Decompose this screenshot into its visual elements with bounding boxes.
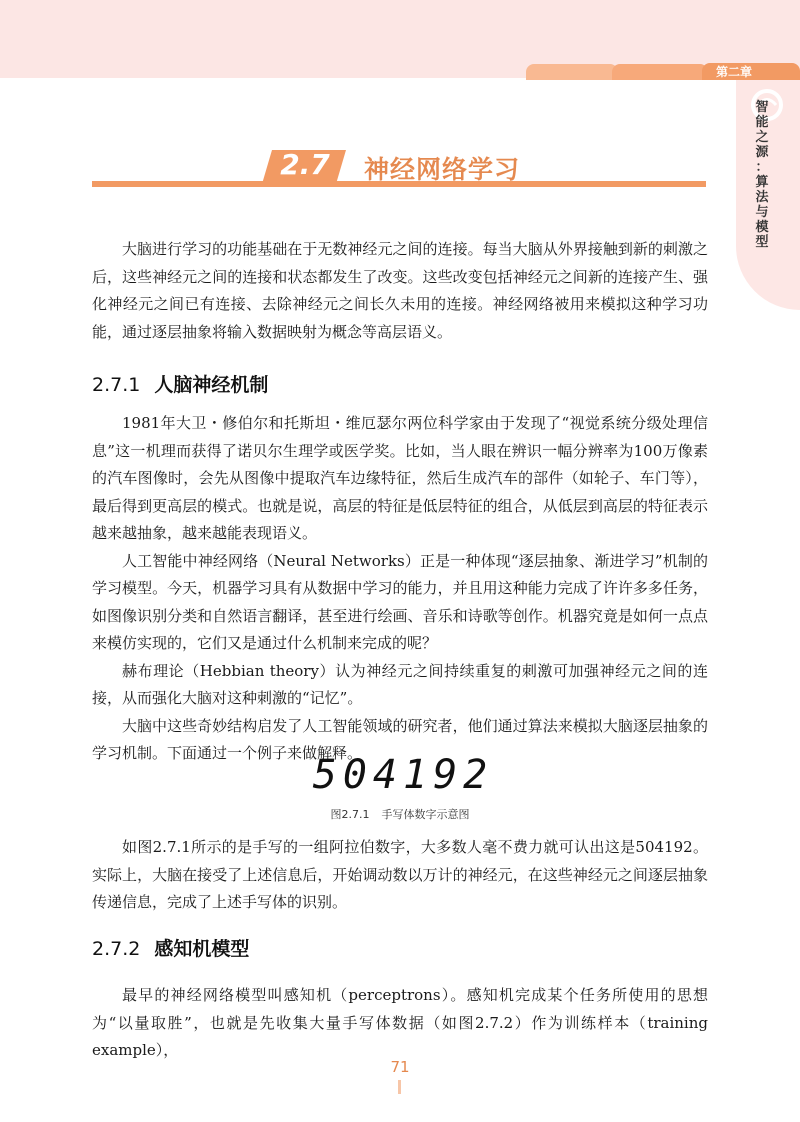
intro-paragraph: 大脑进行学习的功能基础在于无数神经元之间的连接。每当大脑从外界接触到新的刺激之后，这些神经元之间的连接和状态都发生了改变。这些改变包括神经元之间新的连接产生、强化神经元之间已有连接、去除神经元之间长久未用的连接。神经网络被用来模拟这种学习功能，通过逐层抽象将输入数据映射为概念等高层语义。: [92, 240, 708, 341]
handwritten-digits: 504192: [312, 752, 494, 798]
side-title-char: 与: [755, 205, 769, 220]
side-title-char: 模: [755, 220, 769, 235]
header-tab: [612, 64, 708, 80]
header-tab: [526, 64, 618, 80]
side-title-char: 法: [755, 190, 769, 205]
body-paragraph: 赫布理论（Hebbian theory）认为神经元之间持续重复的刺激可加强神经元之间的连接，从而强化大脑对这种刺激的“记忆”。: [92, 661, 708, 707]
side-title-char: 型: [755, 235, 769, 250]
body-paragraph: 最早的神经网络模型叫感知机（perceptrons）。感知机完成某个任务所使用的思想为“以量取胜”，也就是先收集大量手写体数据（如图2.7.2）作为训练样本（training example），: [92, 986, 708, 1059]
subsection-number: 2.7.1: [92, 374, 141, 396]
subsection-number: 2.7.2: [92, 938, 141, 960]
side-title-char: ：: [755, 160, 769, 175]
subsection-title: 人脑神经机制: [154, 374, 269, 396]
section-title: 神经网络学习: [364, 155, 521, 184]
handwritten-digits-figure: [298, 748, 508, 798]
figure-caption: [0, 806, 800, 822]
subsection-title: 感知机模型: [154, 938, 250, 960]
side-title-char: 智: [755, 100, 769, 115]
side-title: [752, 100, 772, 250]
side-title-char: 源: [755, 145, 769, 160]
figure-caption-text: 手写体数字示意图: [381, 808, 470, 821]
page-number: 71: [390, 1058, 410, 1076]
chapter-label: 第二章: [716, 65, 753, 79]
body-paragraph: 1981年大卫・修伯尔和托斯坦・维厄瑟尔两位科学家由于发现了“视觉系统分级处理信息”这一机理而获得了诺贝尔生理学或医学奖。比如，当人眼在辨识一幅分辨率为100万像素的汽车图像时，会先从图像中提取汽车边缘特征，然后生成汽车的部件（如轮子、车门等），最后得到更高层的模式。也就是说，高层的特征是低层特征的组合，从低层到高层的特征表示越来越抽象，越来越能表现语义。: [92, 414, 708, 542]
body-paragraph: 人工智能中神经网络（Neural Networks）正是一种体现“逐层抽象、渐进学习”机制的学习模型。今天，机器学习具有从数据中学习的能力，并且用这种能力完成了许许多多任务，如图像识别分类和自然语言翻译，甚至进行绘画、音乐和诗歌等创作。机器究竟是如何一点点来模仿实现的，它们又是通过什么机制来完成的呢？: [92, 551, 708, 652]
section-number: 2.7: [280, 148, 330, 181]
body-paragraph: 如图2.7.1所示的是手写的一组阿拉伯数字，大多数人毫不费力就可认出这是504192。实际上，大脑在接受了上述信息后，开始调动数以万计的神经元，在这些神经元之间逐层抽象传递信息，完成了上述手写体的识别。: [92, 838, 708, 911]
body-paragraph: 大脑中这些奇妙结构启发了人工智能领域的研究者，他们通过算法来模拟大脑逐层抽象的学习机制。下面通过一个例子来做解释。: [92, 716, 708, 762]
subsection-heading: [92, 934, 249, 961]
side-title-char: 之: [755, 130, 769, 145]
side-title-char: 算: [755, 175, 769, 190]
page-number-tick: [398, 1080, 401, 1094]
subsection-heading: [92, 370, 268, 397]
figure-caption-number: 图2.7.1: [330, 808, 370, 821]
side-title-char: 能: [755, 115, 769, 130]
